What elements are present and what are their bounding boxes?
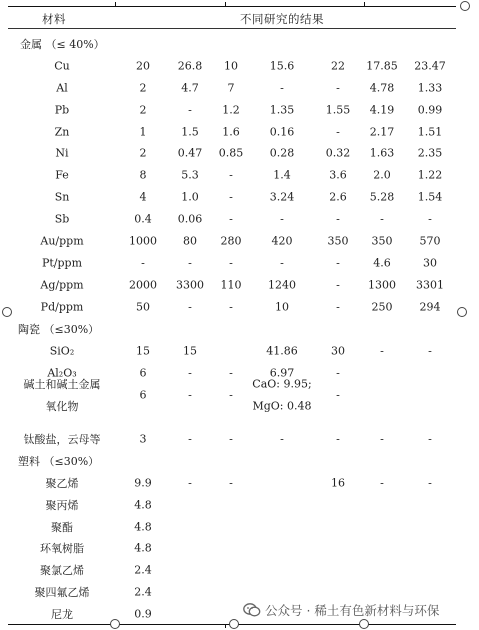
table-cell: - xyxy=(428,432,432,446)
table-cell: - xyxy=(188,432,192,446)
table-cell: 2000 xyxy=(129,278,157,292)
table-cell: - xyxy=(280,81,284,95)
table-cell: 9.9 xyxy=(134,476,152,490)
table-cell: 6 xyxy=(139,366,147,380)
top-rule-tick xyxy=(364,2,365,6)
table-cell: 4.78 xyxy=(369,81,395,95)
row-label: 聚酯 xyxy=(51,521,73,534)
table-cell: 0.32 xyxy=(325,146,351,160)
binder-hole-icon xyxy=(229,619,239,629)
table-cell: 50 xyxy=(136,300,150,314)
table-cell: 8 xyxy=(139,168,147,182)
table-cell: 0.85 xyxy=(218,146,244,160)
row-label: 钛酸盐，云母等 xyxy=(23,433,101,446)
table-cell: 15.6 xyxy=(269,59,295,73)
table-cell: 1.5 xyxy=(181,125,199,139)
table-cell: 3.24 xyxy=(269,190,295,204)
table-cell: 2.6 xyxy=(329,190,347,204)
table-cell: 2.0 xyxy=(373,168,391,182)
table-cell: 1300 xyxy=(368,278,396,292)
table-cell: - xyxy=(336,256,340,270)
table-cell: 0.47 xyxy=(177,146,203,160)
section-heading-plastic: 塑料 （≤30%） xyxy=(18,455,100,468)
table-cell: 2.35 xyxy=(417,146,443,160)
table-cell: - xyxy=(380,476,384,490)
table-cell: - xyxy=(229,366,233,380)
table-cell: 10 xyxy=(224,59,238,73)
table-cell: 3 xyxy=(139,432,147,446)
binder-hole-icon xyxy=(110,619,120,629)
row-label: Fe xyxy=(55,168,69,182)
table-cell: 20 xyxy=(136,59,150,73)
table-cell: - xyxy=(188,476,192,490)
table-cell: 1.63 xyxy=(369,146,395,160)
watermark-text: 公众号 · 稀土有色新材料与环保 xyxy=(265,603,440,618)
table-cell: 1.4 xyxy=(273,168,291,182)
table-cell: 1.22 xyxy=(417,168,443,182)
table-cell: 1.55 xyxy=(325,103,351,117)
table-cell: 5.28 xyxy=(369,190,395,204)
table-cell: 1.54 xyxy=(417,190,443,204)
table-cell: 30 xyxy=(423,256,437,270)
table-cell: CaO: 9.95; xyxy=(252,377,312,391)
table-cell: 41.86 xyxy=(266,344,298,358)
table-cell: - xyxy=(280,212,284,226)
table-cell: - xyxy=(336,388,340,402)
binder-hole-icon xyxy=(2,307,12,317)
table-cell: 250 xyxy=(371,300,393,314)
table-cell: 26.8 xyxy=(177,59,203,73)
row-label: 聚乙烯 xyxy=(45,477,79,490)
table-cell: 1.6 xyxy=(222,125,240,139)
row-label: 尼龙 xyxy=(51,608,73,621)
table-cell: 2.4 xyxy=(134,563,152,577)
table-cell: 3301 xyxy=(416,278,444,292)
table-cell: 16 xyxy=(331,476,345,490)
row-label: Sn xyxy=(54,190,70,204)
table-cell: 420 xyxy=(271,234,293,248)
table-cell: 3.6 xyxy=(329,168,347,182)
table-cell: 10 xyxy=(275,300,289,314)
table-cell: 22 xyxy=(331,59,345,73)
table-cell: - xyxy=(336,432,340,446)
table-cell: 0.99 xyxy=(417,103,443,117)
table-cell: 2 xyxy=(139,81,147,95)
row-label: Ni xyxy=(55,146,69,160)
row-label: Al₂O₃ xyxy=(47,366,77,380)
binder-hole-icon xyxy=(457,307,467,317)
column-header-results: 不同研究的结果 xyxy=(240,12,324,26)
table-cell: 570 xyxy=(419,234,441,248)
table-cell: - xyxy=(188,388,192,402)
table-cell: - xyxy=(380,212,384,226)
table-cell: 4.6 xyxy=(373,256,391,270)
bottom-rule-tick xyxy=(225,624,226,628)
table-cell: 4.7 xyxy=(181,81,199,95)
table-cell: - xyxy=(229,300,233,314)
row-label: Cu xyxy=(54,59,70,73)
row-label: 聚氯乙烯 xyxy=(40,564,84,577)
column-header-material: 材料 xyxy=(42,12,66,26)
table-cell: 280 xyxy=(220,234,242,248)
table-cell: - xyxy=(229,212,233,226)
table-cell: 30 xyxy=(331,344,345,358)
table-cell: 2 xyxy=(139,146,147,160)
table-cell: - xyxy=(229,190,233,204)
table-cell: 7 xyxy=(227,81,235,95)
table-cell: 1.33 xyxy=(417,81,443,95)
top-rule-tick xyxy=(225,2,226,6)
table-cell: 1000 xyxy=(129,234,157,248)
table-cell: 4.8 xyxy=(134,520,152,534)
table-cell: 2.4 xyxy=(134,585,152,599)
row-label: Pb xyxy=(54,103,70,117)
table-cell: 1.2 xyxy=(222,103,240,117)
table-cell: 0.06 xyxy=(177,212,203,226)
table-cell: 2 xyxy=(139,103,147,117)
table-cell: - xyxy=(188,256,192,270)
row-label: 碱土和碱土金属 xyxy=(23,378,101,391)
table-cell: - xyxy=(380,432,384,446)
table-top-rule xyxy=(8,6,456,7)
table-cell: - xyxy=(188,300,192,314)
table-cell: 0.16 xyxy=(269,125,295,139)
table-cell: - xyxy=(229,476,233,490)
table-cell: 1.35 xyxy=(269,103,295,117)
table-cell: - xyxy=(229,432,233,446)
table-cell: 294 xyxy=(419,300,441,314)
table-header-rule xyxy=(8,28,456,29)
row-label: SiO₂ xyxy=(49,344,75,358)
table-cell: - xyxy=(229,256,233,270)
table-cell: - xyxy=(336,125,340,139)
table-cell: - xyxy=(380,344,384,358)
row-label: Zn xyxy=(54,125,70,139)
binder-hole-icon xyxy=(460,1,470,11)
table-cell: 4.8 xyxy=(134,541,152,555)
row-label: 环氧树脂 xyxy=(40,542,84,555)
table-cell: - xyxy=(336,366,340,380)
table-cell: 0.28 xyxy=(269,146,295,160)
row-label: 聚四氟乙烯 xyxy=(34,586,90,599)
table-cell: 0.4 xyxy=(134,212,152,226)
row-label: Al xyxy=(56,81,68,95)
table-cell: 4 xyxy=(139,190,147,204)
table-cell: 1 xyxy=(139,125,147,139)
table-cell: - xyxy=(428,212,432,226)
table-cell: 1.51 xyxy=(417,125,443,139)
section-heading-ceramic: 陶瓷 （≤30%） xyxy=(18,323,100,336)
table-cell: 3300 xyxy=(176,278,204,292)
table-cell: - xyxy=(428,476,432,490)
table-cell: 15 xyxy=(183,344,197,358)
table-cell: 350 xyxy=(371,234,393,248)
table-cell: 17.85 xyxy=(366,59,398,73)
table-cell: 4.19 xyxy=(369,103,395,117)
table-cell: - xyxy=(229,388,233,402)
table-cell: 2.17 xyxy=(369,125,395,139)
table-cell: 5.3 xyxy=(181,168,199,182)
table-cell: 15 xyxy=(136,344,150,358)
row-label: Pd/ppm xyxy=(40,300,84,314)
table-cell: - xyxy=(280,432,284,446)
table-cell: - xyxy=(188,103,192,117)
row-label-line2: 氧化物 xyxy=(45,400,79,413)
watermark xyxy=(243,600,439,620)
table-cell: 1.0 xyxy=(181,190,199,204)
table-cell: 80 xyxy=(183,234,197,248)
row-label: 聚丙烯 xyxy=(45,499,79,512)
table-cell: 110 xyxy=(220,278,242,292)
table-cell: - xyxy=(336,300,340,314)
table-cell: - xyxy=(188,366,192,380)
section-heading-metal: 金属 （≤ 40%） xyxy=(20,38,105,51)
table-cell: 350 xyxy=(327,234,349,248)
row-label: Au/ppm xyxy=(40,234,84,248)
table-cell: - xyxy=(280,256,284,270)
table-cell: - xyxy=(336,278,340,292)
table-cell: - xyxy=(141,256,145,270)
table-cell: 4.8 xyxy=(134,498,152,512)
row-label: Pt/ppm xyxy=(41,256,83,270)
top-rule-tick xyxy=(115,2,116,6)
wechat-logo-icon xyxy=(243,602,261,618)
binder-hole-icon xyxy=(359,619,369,629)
table-cell: - xyxy=(336,81,340,95)
table-cell: - xyxy=(336,212,340,226)
row-label: Ag/ppm xyxy=(40,278,84,292)
table-cell: - xyxy=(428,344,432,358)
table-cell: 1240 xyxy=(268,278,296,292)
table-cell: MgO: 0.48 xyxy=(252,399,312,413)
table-cell: 0.9 xyxy=(134,607,152,621)
table-cell: - xyxy=(229,168,233,182)
row-label: Sb xyxy=(54,212,70,226)
table-cell: 23.47 xyxy=(414,59,446,73)
table-cell: 6 xyxy=(139,388,147,402)
table-cell: 6.97 xyxy=(269,366,295,380)
